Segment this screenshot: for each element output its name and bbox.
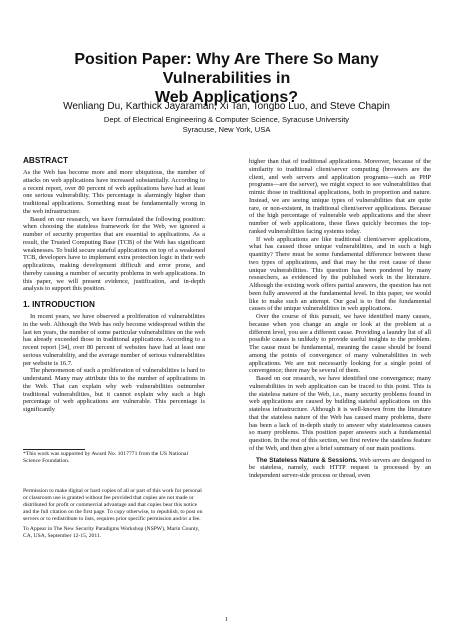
funding-footnote: *This work was supported by Award No. 1017771 from the US National Science Foundation. xyxy=(23,451,189,464)
abstract-paragraph-1: As the Web has become more and more ubiquitous, the number of attacks on web applications have increased substantially. According to a recent report, over 80 percent of web applications have had at least one serious vulnerability. This percentage is alarmingly higher than traditional applications. Something must be fundamentally wrong in the web infrastructure. xyxy=(23,169,205,215)
paper-title xyxy=(20,50,433,107)
abstract-heading: ABSTRACT xyxy=(23,156,69,165)
intro-paragraph-4: If web applications are like traditional client/server applications, what has caused those unique vulnerabilities, and in such a high quantity? There must be some fundamental difference between these two types of applications, and that may be the root cause of these unique vulnerabilities. This question has been pondered by many researchers, as evidenced by the published work in the literature. Although the existing work offers partial answers, the question has not been fully answered at the fundamental level. In this paper, we would like to make such an attempt. Our goal is to find the fundamental causes of the unique vulnerabilities in web applications. xyxy=(249,235,431,313)
footnote-rule xyxy=(23,449,85,450)
intro-paragraph-3: higher than that of traditional applications. Moreover, because of the similarity to traditional client/server computing (browsers are the client, and web servers and application programs—such as PHP programs—are the server), we might expect to see vulnerabilities that mimic those in traditional applications, both in proportion and nature. Instead, we are seeing unique types of vulnerabilities that are quite rare, or non-existent, in traditional client/server applications. Because of the high percentage of vulnerable web applications and the sheer number of web applications, these flaws quickly becomes the top-ranked vulnerabilities facing systems today. xyxy=(249,158,431,235)
intro-paragraph-6: Based on our research, we have identified one convergence; many vulnerabilities in web application can be traced to this point. This is the stateless nature of the Web, i.e., many security problems found in web applications are caused by building stateful applications on this stateless infrastructure. Although it is well-known from the literature that the stateless nature of the Web has caused many problems, there has been a lack of in-depth study to answer why statelessness causes so many problems. This position paper answers such a fundamental question. In the rest of this section, we first review the stateless feature of the Web, and then give a brief summary of our main positions. xyxy=(249,375,431,452)
page-number: 1 xyxy=(224,616,229,623)
affiliation-location: Syracuse, New York, USA xyxy=(182,125,271,134)
permission-notice xyxy=(23,488,205,543)
intro-paragraph-1: In recent years, we have observed a proliferation of vulnerabilities in the web. Although the Web has only become widespread within the last ten years, the number of some particular vulnerabilities on the web has already exceeded those in traditional applications. According to a recent report [34], over 80 percent of websites have had at least one serious vulnerability, and the average number of serious vulnerabilities per website is 16.7. xyxy=(23,313,205,367)
intro-paragraph-5: Over the course of this pursuit, we have identified many causes, because when you change an angle or look at the problem at a different level, you see a different cause. Providing a laundry list of all possible causes is unlikely to provide useful insights to the problem. The cause must be fundamental, meaning the cause should be found among the points of convergence of many vulnerabilities in web applications. We are not necessarily looking for a single point of convergence; there may be several of them. xyxy=(249,313,431,375)
permission-paragraph: Permission to make digital or hard copies of all or part of this work for personal or classroom use is granted without fee provided that copies are not made or distributed for profit or commercial advantage and that copies bear this notice and the full citation on the first page. To copy otherwise, to republish, to post on servers or to redistribute to lists, requires prior specific permission and/or a fee. xyxy=(23,488,203,522)
title-line-1: Position Paper: Why Are There So Many Vulnerabilities in xyxy=(74,51,379,87)
author-list: Wenliang Du, Karthick Jayaraman, Xi Tan, Tongbo Luo, and Steve Chapin xyxy=(63,101,390,112)
right-column xyxy=(249,158,431,480)
stateless-paragraph xyxy=(249,457,431,480)
title-line-2: Web Applications? xyxy=(154,89,299,106)
affiliation-dept: Dept. of Electrical Engineering & Computer Science, Syracuse University xyxy=(103,115,350,124)
intro-paragraph-2: The phenomenon of such a proliferation of vulnerabilities is hard to understand. Many may attribute this to the number of applications in the Web. That can explain why web vulnerabilities outnumber traditional vulnerabilities, but it cannot explain why such a high percentage of web applications are vulnerable. This percentage is significantly xyxy=(23,367,205,413)
venue-paragraph: To Appear in The New Security Paradigms Workshop (NSPW), Marin County, CA, USA, September 12-15, 2011. xyxy=(23,526,200,539)
left-column xyxy=(23,156,205,414)
abstract-paragraph-2: Based on our research, we have formulated the following position: when choosing the stateless framework for the Web, we ignored a number of security properties that are essential to applications. As a result, the Trusted Computing Base (TCB) of the Web has significant weaknesses. To build secure stateful applications on top of a weakened TCB, developers have to implement extra protection logic in their web applications, making development difficult and error prone, and thereby causing a number of security problems in web applications. In this paper, we will present evidence, justification, and in-depth analysis to support this position. xyxy=(23,215,205,293)
stateless-paragraph-text: Web servers are designed to be stateless, namely, each HTTP request is processed by an independent server-side process or thread, even xyxy=(249,456,431,479)
stateless-runin-heading: The Stateless Nature & Sessions. xyxy=(256,456,358,464)
introduction-heading: 1. INTRODUCTION xyxy=(23,300,95,309)
